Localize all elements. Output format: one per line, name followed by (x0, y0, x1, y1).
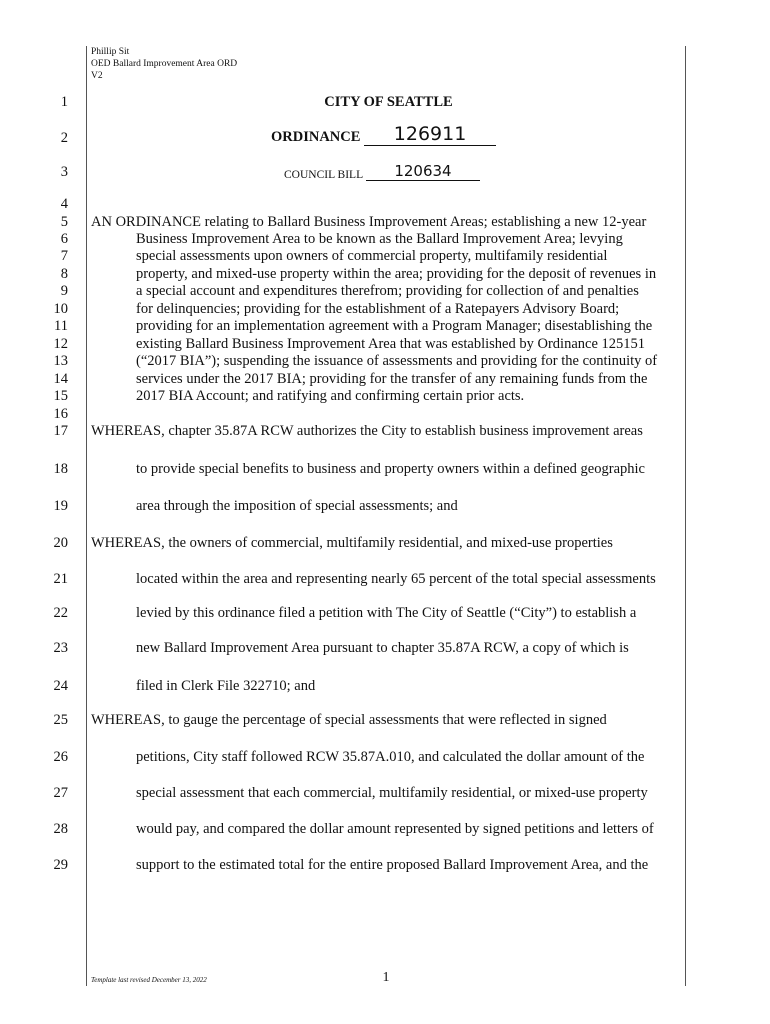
ordinance-title-line: existing Ballard Business Improvement Area that was established by Ordinance 125151 (136, 336, 646, 352)
ordinance-title-line: for delinquencies; providing for the establishment of a Ratepayers Advisory Board; (136, 301, 620, 317)
right-margin-rule (685, 46, 686, 986)
recital-line: area through the imposition of special assessments; and (136, 498, 458, 514)
ordinance-title-line: special assessments upon owners of commercial property, multifamily residential (136, 248, 608, 264)
document-name: OED Ballard Improvement Area ORD (91, 59, 238, 69)
line-number: 9 (60, 283, 68, 299)
recital-line: WHEREAS, to gauge the percentage of special assessments that were reflected in signed (91, 712, 607, 728)
line-number: 15 (53, 388, 68, 404)
line-number: 25 (53, 712, 68, 728)
template-revision-note: Template last revised December 13, 2022 (91, 976, 207, 984)
line-number: 20 (53, 535, 68, 551)
line-number: 13 (53, 353, 68, 369)
recital-line: special assessment that each commercial, multifamily residential, or mixed-use property (136, 785, 648, 801)
ordinance-title-line: 2017 BIA Account; and ratifying and confirming certain prior acts. (136, 388, 525, 404)
document-title: CITY OF SEATTLE (324, 94, 453, 110)
council-bill-label: COUNCIL BILL (284, 169, 364, 181)
ordinance-number: 126911 (393, 123, 467, 145)
ordinance-title-line: (“2017 BIA”); suspending the issuance of assessments and providing for the continuity of (136, 353, 658, 369)
line-number: 3 (60, 164, 68, 180)
council-bill-line (284, 163, 480, 181)
ordinance-title-line: a special account and expenditures therefrom; providing for collection of and penalties (136, 283, 639, 299)
line-number: 17 (53, 423, 68, 439)
line-number: 11 (54, 318, 68, 334)
ordinance-title-line: AN ORDINANCE relating to Ballard Business Improvement Areas; establishing a new 12-year (91, 214, 647, 230)
line-number: 21 (53, 571, 68, 587)
line-number: 29 (53, 857, 68, 873)
document-version: V2 (91, 71, 103, 81)
author-name: Phillip Sit (91, 47, 130, 57)
line-number: 18 (53, 461, 68, 477)
page-number: 1 (382, 970, 390, 985)
line-number: 26 (53, 749, 68, 765)
line-number: 8 (60, 266, 68, 282)
line-number: 2 (60, 130, 68, 146)
ordinance-title-line: providing for an implementation agreement with a Program Manager; disestablishing the (136, 318, 653, 334)
line-number: 27 (53, 785, 68, 801)
recital-line: WHEREAS, chapter 35.87A RCW authorizes the City to establish business improvement areas (91, 423, 643, 439)
recital-line: would pay, and compared the dollar amount represented by signed petitions and letters of (136, 821, 654, 837)
document-header (91, 46, 237, 82)
line-number: 4 (60, 196, 68, 212)
left-margin-rule (86, 46, 87, 986)
line-number: 14 (53, 371, 68, 387)
council-bill-number-field (366, 163, 480, 181)
recital-line: located within the area and representing nearly 65 percent of the total special assessments (136, 571, 656, 587)
line-number: 24 (53, 678, 68, 694)
recital-line: support to the estimated total for the entire proposed Ballard Improvement Area, and the (136, 857, 649, 873)
council-bill-number: 120634 (394, 162, 452, 180)
line-number: 28 (53, 821, 68, 837)
ordinance-title-line: property, and mixed-use property within the area; providing for the deposit of revenues in (136, 266, 657, 282)
line-number: 16 (53, 406, 68, 422)
ordinance-title-line: services under the 2017 BIA; providing for the transfer of any remaining funds from the (136, 371, 648, 387)
line-number: 12 (53, 336, 68, 352)
ordinance-title-line: Business Improvement Area to be known as the Ballard Improvement Area; levying (136, 231, 623, 247)
recital-line: new Ballard Improvement Area pursuant to chapter 35.87A RCW, a copy of which is (136, 640, 629, 656)
line-number: 7 (60, 248, 68, 264)
line-number: 10 (53, 301, 68, 317)
recital-line: levied by this ordinance filed a petition with The City of Seattle (“City”) to establish a (136, 605, 637, 621)
ordinance-label: ORDINANCE (271, 129, 361, 145)
line-number: 1 (60, 94, 68, 110)
recital-line: filed in Clerk File 322710; and (136, 678, 316, 694)
recital-line: petitions, City staff followed RCW 35.87A.010, and calculated the dollar amount of the (136, 749, 645, 765)
line-number: 5 (60, 214, 68, 230)
line-number: 22 (53, 605, 68, 621)
recital-line: to provide special benefits to business and property owners within a defined geographic (136, 461, 645, 477)
line-number: 19 (53, 498, 68, 514)
line-number: 6 (60, 231, 68, 247)
ordinance-line (271, 120, 496, 146)
line-number: 23 (53, 640, 68, 656)
ordinance-number-field (364, 120, 496, 146)
recital-line: WHEREAS, the owners of commercial, multifamily residential, and mixed-use properties (91, 535, 613, 551)
